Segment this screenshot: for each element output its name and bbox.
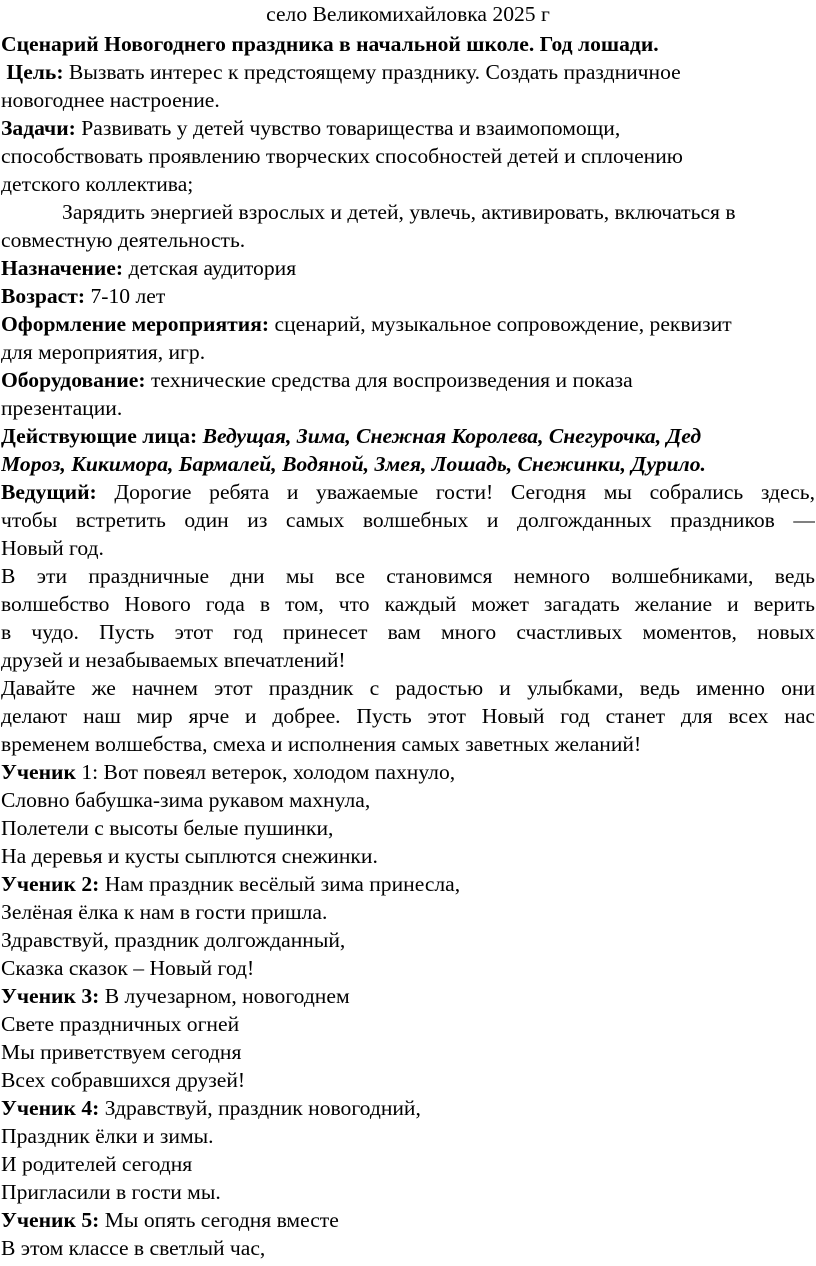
- document-title: Сценарий Новогоднего праздника в начальной школе. Год лошади.: [1, 32, 659, 56]
- tasks-text-3: детского коллектива;: [1, 172, 194, 196]
- host-p1-text-2: чтобы встретить один из самых волшебных и долгожданных праздников —: [1, 508, 815, 532]
- host-p1-text-1: Дорогие ребята и уважаемые гости! Сегодня мы собрались здесь,: [114, 480, 815, 504]
- host-p1-text-3: Новый год.: [1, 536, 104, 560]
- characters-list-2: Мороз, Кикимора, Бармалей, Водяной, Змея, Лошадь, Снежинки, Дурило.: [1, 452, 706, 476]
- tasks-text-2: способствовать проявлению творческих способностей детей и сплочению: [1, 144, 683, 168]
- student4-text-4: Пригласили в гости мы.: [1, 1180, 221, 1204]
- student2-text-3: Здравствуй, праздник долгожданный,: [1, 928, 346, 952]
- age-line: [1, 282, 815, 310]
- host-p2-text-3: в чудо. Пусть этот год принесет вам много счастливых моментов, новых: [1, 620, 815, 644]
- student1-label: Ученик: [1, 760, 76, 784]
- goal-label: Цель:: [6, 60, 64, 84]
- student4-label: Ученик 4:: [1, 1096, 100, 1120]
- student4-text-3: И родителей сегодня: [1, 1152, 193, 1176]
- age-text: 7-10 лет: [90, 284, 166, 308]
- student1-number: 1: [75, 760, 93, 784]
- equipment-text-1: технические средства для воспроизведения и показа: [150, 368, 633, 392]
- student1-text-4: На деревья и кусты сыплются снежинки.: [1, 844, 378, 868]
- purpose-label: Назначение:: [1, 256, 124, 280]
- equipment-line-1: [1, 366, 815, 394]
- tasks-text-1: Развивать у детей чувство товарищества и взаимопомощи,: [81, 116, 621, 140]
- student5-text-2: В этом классе в светлый час,: [1, 1236, 266, 1260]
- student1-text-1: : Вот повеял ветерок, холодом пахнуло,: [92, 760, 456, 784]
- student1-text-2: Словно бабушка-зима рукавом махнула,: [1, 788, 371, 812]
- student3-text-1: В лучезарном, новогоднем: [104, 984, 350, 1008]
- student3-line-1: [1, 982, 815, 1010]
- student1-line-1: [1, 758, 815, 786]
- tasks-text-5: совместную деятельность.: [1, 228, 246, 252]
- student2-text-4: Сказка сказок – Новый год!: [1, 956, 255, 980]
- student4-text-1: Здравствуй, праздник новогодний,: [104, 1096, 421, 1120]
- student2-text-1: Нам праздник весёлый зима принесла,: [104, 872, 461, 896]
- design-text-2: для мероприятия, игр.: [1, 340, 206, 364]
- characters-line-1: [1, 422, 815, 450]
- purpose-text: детская аудитория: [128, 256, 297, 280]
- student3-text-3: Мы приветствуем сегодня: [1, 1040, 242, 1064]
- student4-line-1: [1, 1094, 815, 1122]
- host-paragraph-1-line-1: [1, 478, 815, 506]
- header-location-year: село Великомихайловка 2025 г: [266, 2, 550, 26]
- characters-label: Действующие лица:: [1, 424, 198, 448]
- student5-text-1: Мы опять сегодня вместе: [104, 1208, 339, 1232]
- student3-label: Ученик 3:: [1, 984, 100, 1008]
- host-label: Ведущий:: [1, 480, 97, 504]
- design-text-1: сценарий, музыкальное сопровождение, реквизит: [274, 312, 732, 336]
- host-p2-text-1: В эти праздничные дни мы все становимся немного волшебниками, ведь: [1, 564, 815, 588]
- design-label: Оформление мероприятия:: [1, 312, 270, 336]
- characters-list-1: Ведущая, Зима, Снежная Королева, Снегурочка, Дед: [202, 424, 702, 448]
- host-p3-text-1: Давайте же начнем этот праздник с радостью и улыбками, ведь именно они: [1, 676, 815, 700]
- age-label: Возраст:: [1, 284, 86, 308]
- tasks-text-4: Зарядить энергией взрослых и детей, увлечь, активировать, включаться в: [62, 200, 736, 224]
- student2-label: Ученик 2:: [1, 872, 100, 896]
- student1-text-3: Полетели с высоты белые пушинки,: [1, 816, 334, 840]
- tasks-line-1: [1, 114, 815, 142]
- student4-text-2: Праздник ёлки и зимы.: [1, 1124, 214, 1148]
- student2-text-2: Зелёная ёлка к нам в гости пришла.: [1, 900, 328, 924]
- host-p3-text-2: делают наш мир ярче и добрее. Пусть этот Новый год станет для всех нас: [1, 704, 815, 728]
- purpose-line: [1, 254, 815, 282]
- host-p2-text-4: друзей и незабываемых впечатлений!: [1, 648, 346, 672]
- goal-text-2: новогоднее настроение.: [1, 88, 220, 112]
- goal-line-1: [1, 58, 815, 86]
- host-p3-text-3: временем волшебства, смеха и исполнения самых заветных желаний!: [1, 732, 642, 756]
- student3-text-2: Свете праздничных огней: [1, 1012, 240, 1036]
- host-p2-text-2: волшебство Нового года в том, что каждый может загадать желание и верить: [1, 592, 815, 616]
- student2-line-1: [1, 870, 815, 898]
- student5-label: Ученик 5:: [1, 1208, 100, 1232]
- goal-text-1: Вызвать интерес к предстоящему празднику. Создать праздничное: [68, 60, 681, 84]
- tasks-label: Задачи:: [1, 116, 76, 140]
- equipment-text-2: презентации.: [1, 396, 123, 420]
- student5-line-1: [1, 1206, 815, 1234]
- design-line-1: [1, 310, 815, 338]
- student3-text-4: Всех собравшихся друзей!: [1, 1068, 246, 1092]
- equipment-label: Оборудование:: [1, 368, 146, 392]
